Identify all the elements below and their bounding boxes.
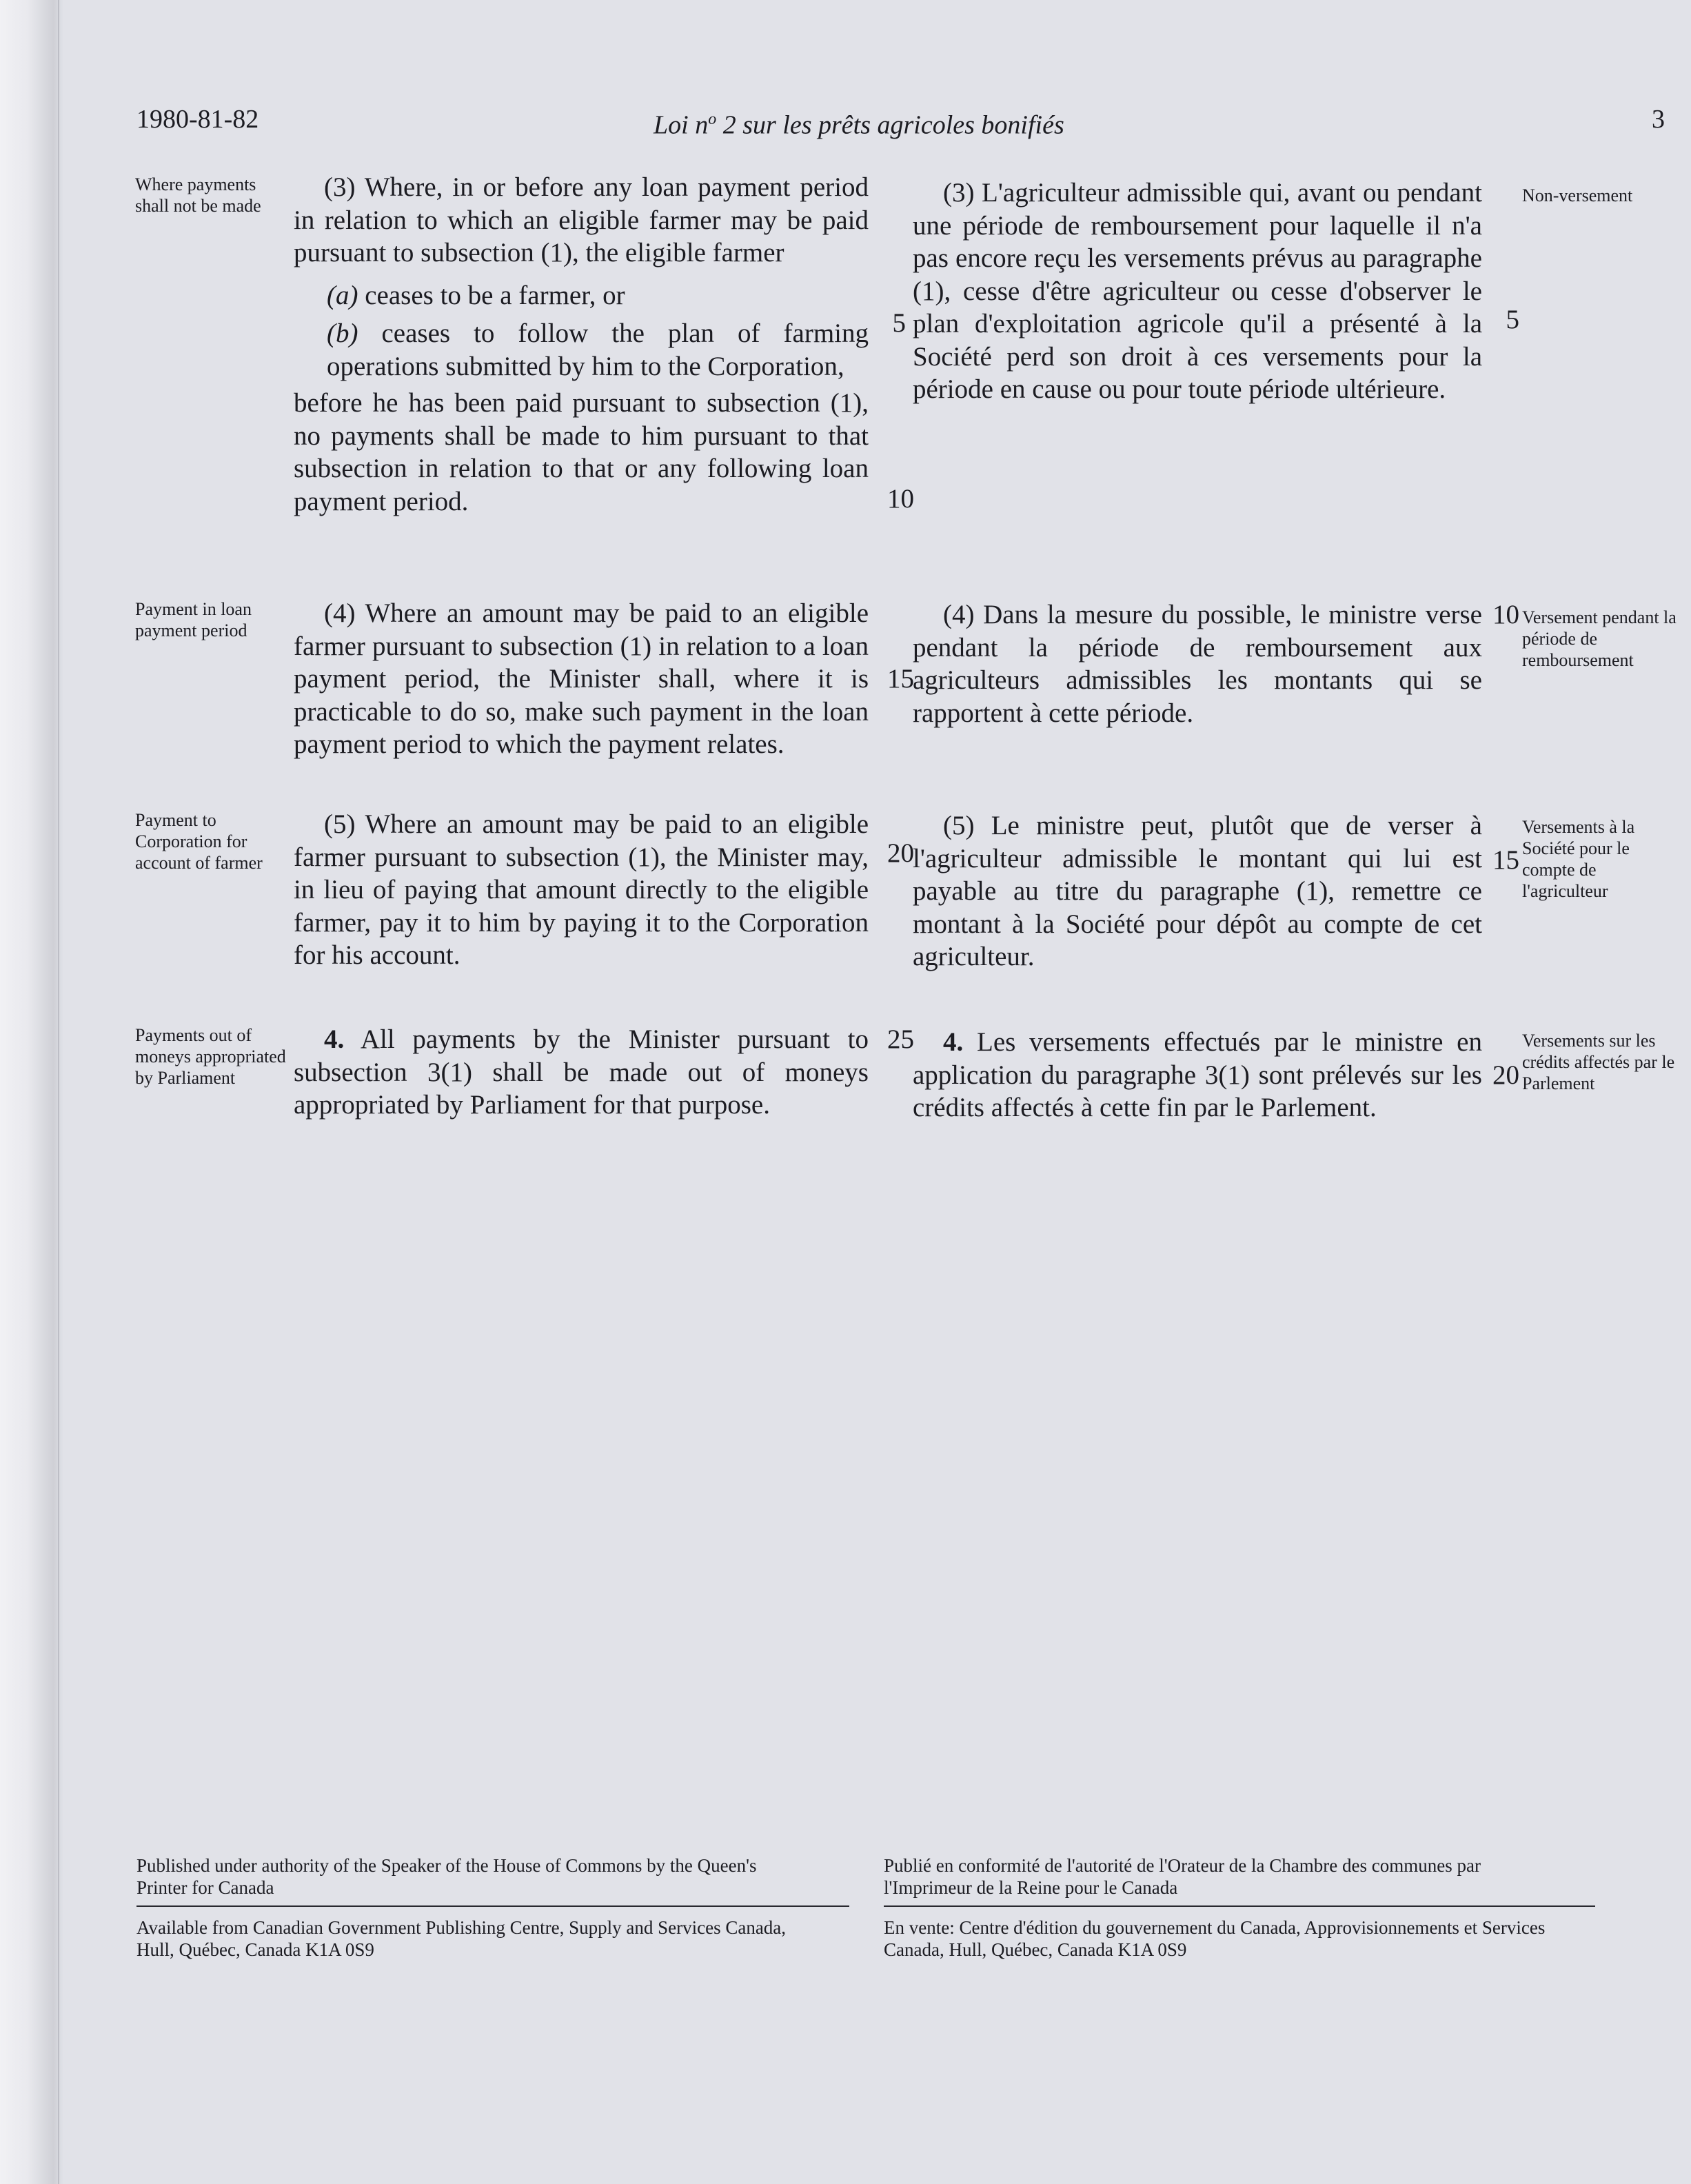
margin-note-en-s4: Payment in loan payment period bbox=[135, 599, 252, 640]
en-s3-a-label: (a) bbox=[327, 280, 358, 310]
page-number: 3 bbox=[1652, 105, 1665, 134]
en-s3-end: before he has been paid pursuant to subsection (1), no payments shall be made to him pursuant to that subsection in relation to that or any following loan payment period. bbox=[294, 388, 869, 516]
en-subsection-5 bbox=[294, 808, 869, 972]
footer-fr-published: Publié en conformité de l'autorité de l'Orateur de la Chambre des communes par l'Imprimeur de la Reine pour le Canada bbox=[884, 1855, 1481, 1898]
fr-line-number-15: 15 bbox=[1492, 845, 1519, 875]
en-section-4 bbox=[294, 1023, 869, 1122]
en-s3-a-text: ceases to be a farmer, or bbox=[358, 280, 625, 310]
footer-fr-rule bbox=[884, 1905, 1595, 1907]
en-line-number-10: 10 bbox=[887, 484, 914, 514]
en-line-number-5: 5 bbox=[892, 308, 906, 338]
header-title-main: Loi n bbox=[654, 110, 709, 140]
en-sec4-paragraph bbox=[294, 1023, 869, 1122]
footer-en-published: Published under authority of the Speaker of the House of Commons by the Queen's Printer for Canada bbox=[136, 1855, 757, 1898]
en-s3-item-a bbox=[294, 279, 869, 312]
fr-subsection-4 bbox=[913, 598, 1482, 729]
en-s3-b-label: (b) bbox=[327, 318, 358, 348]
fr-subsection-5 bbox=[913, 809, 1482, 973]
fr-line-number-5: 5 bbox=[1506, 305, 1519, 334]
header-title-rest: 2 sur les prêts agricoles bonifiés bbox=[716, 110, 1064, 140]
en-s3-b-text: ceases to follow the plan of farming operations submitted by him to the Corporation, bbox=[327, 318, 869, 381]
fr-sec4-paragraph bbox=[913, 1026, 1482, 1124]
fr-subsection-3 bbox=[913, 176, 1482, 406]
en-sec4-number: 4. bbox=[324, 1024, 345, 1054]
en-s5-text: (5) Where an amount may be paid to an eligible farmer pursuant to subsection (1), the Minister may, in lieu of paying that amount directly to the eligible farmer, pay it to him by paying it to the Corporation for his account. bbox=[294, 809, 869, 970]
en-line-number-15: 15 bbox=[887, 664, 914, 694]
margin-note-en-sec4: Payments out of moneys appropriated by Parliament bbox=[135, 1025, 286, 1088]
header-title-sup: o bbox=[708, 110, 717, 128]
page-binding-edge bbox=[0, 0, 63, 2184]
en-subsection-4 bbox=[294, 597, 869, 761]
en-sec4-text: All payments by the Minister pursuant to subsection 3(1) shall be made out of moneys appropriated by Parliament for that purpose. bbox=[294, 1024, 869, 1120]
margin-note-en-s3: Where payments shall not be made bbox=[135, 174, 261, 216]
footer-fr-available: En vente: Centre d'édition du gouvernement du Canada, Approvisionnements et Services Canada, Hull, Québec, Canada K1A 0S9 bbox=[884, 1917, 1546, 1960]
en-line-number-25: 25 bbox=[887, 1024, 914, 1054]
fr-sec4-text: Les versements effectués par le ministre en application du paragraphe 3(1) sont prélevés sur les crédits affectés à cette fin par le Parlement. bbox=[913, 1027, 1482, 1122]
header-year: 1980-81-82 bbox=[136, 105, 259, 134]
fr-s5-text: (5) Le ministre peut, plutôt que de verser à l'agriculteur admissible le montant qui lui est payable au titre du paragraphe (1), remettre ce montant à la Société pour dépôt au compte de cet agriculteur. bbox=[913, 811, 1482, 971]
margin-note-en-s5: Payment to Corporation for account of farmer bbox=[135, 810, 263, 873]
footer-en-rule bbox=[136, 1905, 849, 1907]
fr-sec4-number: 4. bbox=[943, 1027, 964, 1057]
en-s4-text: (4) Where an amount may be paid to an eligible farmer pursuant to subsection (1) in relation to a loan payment period, the Minister shall, where it is practicable to do so, make such payment in the loan payment period to which the payment relates. bbox=[294, 598, 869, 759]
en-line-number-20: 20 bbox=[887, 838, 914, 868]
fr-s3-text: (3) L'agriculteur admissible qui, avant ou pendant une période de remboursement pour laquelle il n'a pas encore reçu les versements prévus au paragraphe (1), cesse d'être agriculteur ou cesse d'observer le plan d'exploitation agricole qu'il a présenté à la Société perd son droit à ces versements pour la période en cause ou pour toute période ultérieure. bbox=[913, 178, 1482, 404]
en-subsection-3 bbox=[294, 171, 869, 518]
en-s3-intro: (3) Where, in or before any loan payment period in relation to which an eligible farmer may be paid pursuant to subsection (1), the eligible farmer bbox=[294, 172, 869, 267]
en-s3-item-b bbox=[294, 317, 869, 383]
footer-en-available: Available from Canadian Government Publishing Centre, Supply and Services Canada, Hull, Québec, Canada K1A 0S9 bbox=[136, 1917, 787, 1960]
fr-section-4 bbox=[913, 1026, 1482, 1124]
fr-line-number-20: 20 bbox=[1492, 1060, 1519, 1090]
margin-note-fr-s4: Versement pendant la période de remboursement bbox=[1522, 607, 1677, 670]
fr-line-number-10: 10 bbox=[1492, 600, 1519, 629]
fr-s4-text: (4) Dans la mesure du possible, le ministre verse pendant la période de remboursement aux agriculteurs admissibles les montants qui se rapportent à cette période. bbox=[913, 600, 1482, 728]
margin-note-fr-s5: Versements à la Société pour le compte de l'agriculteur bbox=[1522, 817, 1635, 901]
binding-rule bbox=[58, 0, 59, 2184]
header-title bbox=[654, 102, 1064, 143]
margin-note-fr-sec4: Versements sur les crédits affectés par le Parlement bbox=[1522, 1031, 1675, 1093]
margin-note-fr-s3: Non-versement bbox=[1522, 185, 1633, 205]
